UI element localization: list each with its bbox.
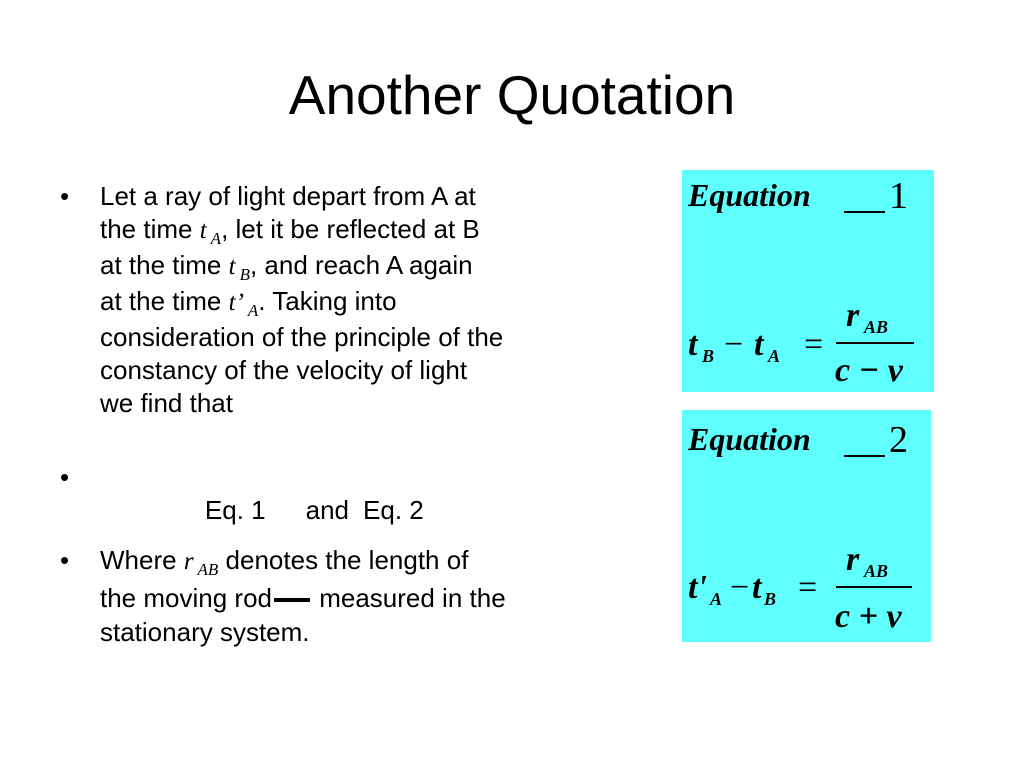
text: . Taking into — [258, 286, 397, 316]
equation-2-equals: = — [798, 569, 818, 606]
bullet-1-line-4 — [100, 285, 650, 321]
bullet-dot: • — [60, 462, 70, 492]
text: at the time — [100, 286, 229, 316]
symbol-t-prime: t’ — [228, 289, 244, 316]
equation-2-numerator-r: r — [846, 541, 860, 578]
equation-1-lhs-sub1: B — [702, 346, 715, 366]
eq-2-label: Eq. 2 — [363, 495, 424, 525]
bullet-1-line-1: Let a ray of light depart from A at — [100, 181, 476, 211]
and-label: and — [305, 495, 350, 525]
symbol-t: t — [199, 217, 207, 244]
equation-1-denominator: c − v — [835, 352, 903, 389]
bullet-1 — [60, 180, 650, 420]
text: denotes the length of — [218, 545, 469, 575]
subscript-a: A — [210, 229, 222, 248]
equation-1-lhs-sub2: A — [768, 346, 781, 366]
equation-1-numerator-r: r — [846, 297, 860, 334]
equation-2-lhs-sub2: B — [764, 589, 777, 609]
equation-1-equals: = — [804, 326, 824, 363]
text: the moving rod — [100, 583, 272, 613]
bullet-1-line-7: we find that — [100, 388, 233, 418]
equation-2-numerator-sub: AB — [864, 561, 889, 581]
equation-2-lhs-sub1: A — [710, 589, 723, 609]
bullet-3-line-3: stationary system. — [100, 617, 310, 647]
equation-2-lhs-t2: t — [752, 569, 762, 606]
equation-1-lhs-t2: t — [754, 326, 764, 363]
eq-1-label: Eq. 1 — [204, 495, 266, 525]
bullet-1-line-3 — [100, 249, 650, 285]
bullet-1-line-6: constancy of the velocity of light — [100, 355, 468, 385]
text: measured in the — [311, 583, 506, 613]
equation-2-number: 2 — [889, 419, 908, 461]
bullet-dot: • — [60, 545, 70, 575]
equation-1-minus: − — [724, 326, 744, 363]
bullet-1-line-5: consideration of the principle of the — [100, 322, 504, 352]
bullet-3 — [60, 543, 650, 649]
equation-2-heading: Equation — [688, 421, 811, 457]
equation-1-number: 1 — [889, 175, 908, 217]
equation-1-numerator-sub: AB — [864, 317, 889, 337]
symbol-t: t — [228, 253, 236, 280]
subscript-a: A — [247, 301, 259, 320]
text: the time — [100, 214, 200, 244]
equation-2-box — [682, 410, 931, 642]
equation-1-lhs-t1: t — [688, 326, 698, 363]
equation-2-graphic — [682, 410, 931, 642]
subscript-b: B — [239, 265, 250, 284]
text: , and reach A again — [249, 250, 473, 280]
subscript-ab: AB — [197, 560, 219, 579]
bullet-3-line-1 — [100, 543, 650, 581]
equation-2-lhs-t1: t' — [688, 569, 707, 606]
bullet-1-line-2 — [100, 213, 650, 249]
bullet-dot: • — [60, 181, 70, 211]
equation-1-box — [682, 170, 934, 392]
equation-1-heading: Equation — [688, 177, 811, 213]
slide-title: Another Quotation — [288, 64, 736, 126]
em-dash — [274, 598, 310, 602]
equation-1-graphic — [682, 170, 934, 392]
bullet-3-line-2 — [100, 581, 650, 615]
equation-2-denominator: c + v — [835, 598, 902, 635]
symbol-r: r — [183, 548, 194, 575]
text: Where — [100, 545, 184, 575]
equation-2-minus: − — [730, 569, 750, 606]
text: at the time — [100, 250, 229, 280]
text: , let it be reflected at B — [221, 214, 480, 244]
